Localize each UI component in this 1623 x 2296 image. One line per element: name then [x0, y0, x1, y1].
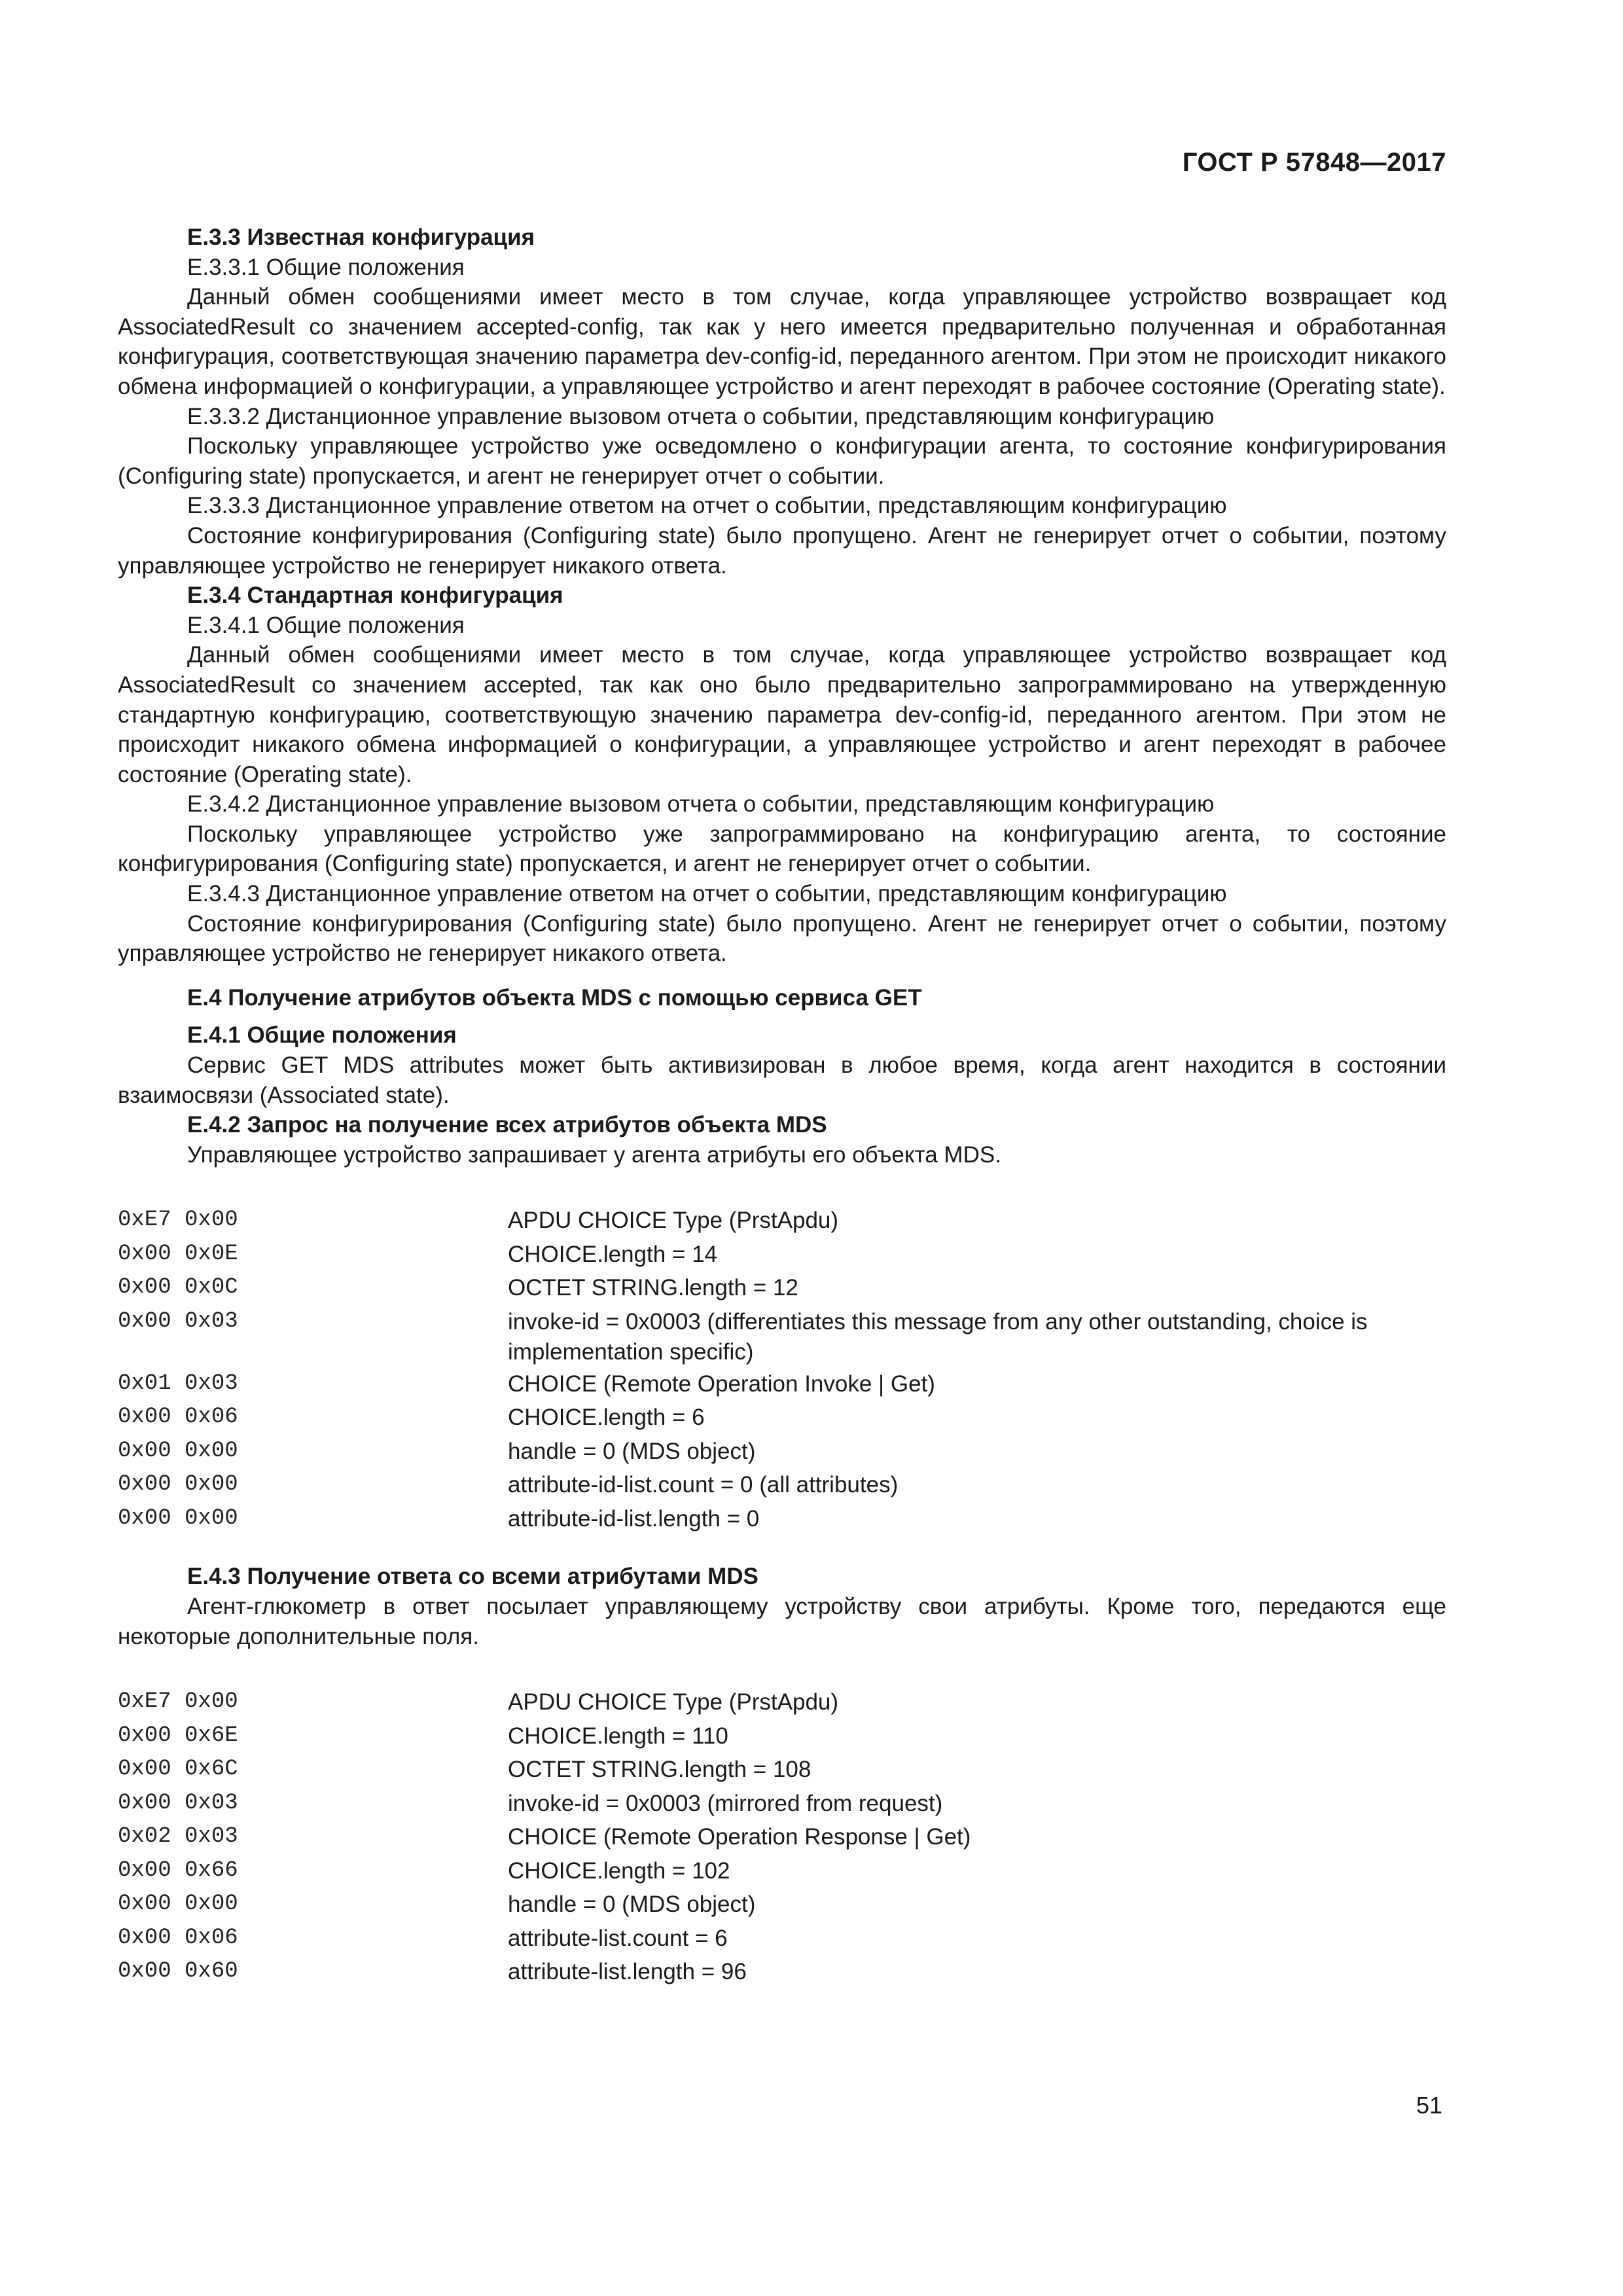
section-heading: Е.4 Получение атрибутов объекта MDS с помощью сервиса GET	[187, 984, 922, 1011]
field-description: OCTET STRING.length = 12	[508, 1275, 798, 1301]
paragraph: Сервис GET MDS attributes может быть активизирован в любое время, когда агент находится в состоянии взаимосвязи (Associated state).	[118, 1052, 1446, 1108]
field-description: CHOICE.length = 102	[508, 1857, 730, 1884]
hex-value: 0x00 0x03	[118, 1308, 238, 1334]
hex-value: 0xE7 0x00	[118, 1689, 238, 1715]
paragraph: Данный обмен сообщениями имеет место в том случае, когда управляющее устройство возвращает код AssociatedResult со значением accepted-config, так как у него имеется предварительно полученная и обработанная конфигурация, соответствующая значению параметра dev-config-id, переданного агентом. При этом не происходит никакого обмена информацией о конфигурации, а управляющее устройство и агент переходят в рабочее состояние (Operating state).	[118, 284, 1446, 399]
field-description: APDU CHOICE Type (PrstApdu)	[508, 1208, 839, 1234]
hex-value: 0x00 0x06	[118, 1925, 238, 1950]
field-description: attribute-id-list.count = 0 (all attributes)	[508, 1472, 899, 1498]
field-description: attribute-list.count = 6	[508, 1925, 728, 1951]
document-header: ГОСТ Р 57848—2017	[1182, 148, 1446, 177]
field-description: CHOICE (Remote Operation Invoke | Get)	[508, 1371, 935, 1397]
field-description: CHOICE.length = 14	[508, 1241, 718, 1267]
hex-value: 0x00 0x6C	[118, 1757, 238, 1782]
hex-value: 0x00 0x6E	[118, 1723, 238, 1748]
code-row	[118, 1719, 1446, 1753]
field-description: APDU CHOICE Type (PrstApdu)	[508, 1689, 839, 1715]
field-description: invoke-id = 0x0003 (mirrored from request)	[508, 1790, 943, 1816]
field-description: CHOICE (Remote Operation Response | Get)	[508, 1824, 971, 1850]
code-row	[118, 1502, 1446, 1536]
section-heading: Е.4.3 Получение ответа со всеми атрибутами MDS	[187, 1564, 758, 1590]
document-body	[118, 223, 1446, 2015]
code-row	[118, 1922, 1446, 1956]
paragraph: Состояние конфигурирования (Configuring state) было пропущено. Агент не генерирует отчет о событии, поэтому управляющее устройство не генерирует никакого ответа.	[118, 522, 1446, 579]
hex-value: 0x01 0x03	[118, 1371, 238, 1396]
field-description: attribute-id-list.length = 0	[508, 1505, 760, 1532]
hex-value: 0x00 0x66	[118, 1857, 238, 1883]
code-row	[118, 1820, 1446, 1854]
page-number: 51	[1416, 2092, 1442, 2119]
section-heading: Е.4.1 Общие положения	[187, 1022, 457, 1049]
subsection-heading: Е.3.3.3 Дистанционное управление ответом на отчет о событии, представляющим конфигурацию	[187, 493, 1227, 519]
field-description: CHOICE.length = 110	[508, 1723, 728, 1749]
subsection-heading: Е.3.4.3 Дистанционное управление ответом на отчет о событии, представляющим конфигурацию	[187, 881, 1227, 907]
code-row	[118, 1787, 1446, 1821]
field-description: OCTET STRING.length = 108	[508, 1757, 812, 1783]
code-row	[118, 1271, 1446, 1305]
code-row	[118, 1367, 1446, 1401]
hex-value: 0x00 0x06	[118, 1405, 238, 1430]
code-row	[118, 1238, 1446, 1272]
hex-value: 0x00 0x03	[118, 1790, 238, 1816]
code-row	[118, 1753, 1446, 1787]
section-heading: Е.3.3 Известная конфигурация	[187, 224, 535, 250]
paragraph: Состояние конфигурирования (Configuring state) было пропущено. Агент не генерирует отчет о событии, поэтому управляющее устройство не генерирует никакого ответа.	[118, 910, 1446, 967]
hex-value: 0x00 0x0E	[118, 1241, 238, 1266]
paragraph: Данный обмен сообщениями имеет место в том случае, когда управляющее устройство возвращает код AssociatedResult со значением accepted, так как оно было предварительно запрограммировано на утвержденную стандартную конфигурацию, соответствующую значению параметра dev-config-id, переданного агентом. При этом не происходит никакого обмена информацией о конфигурации, а управляющее устройство и агент переходят в рабочее состояние (Operating state).	[118, 642, 1446, 787]
code-row	[118, 1888, 1446, 1922]
field-description: CHOICE.length = 6	[508, 1405, 705, 1431]
code-block-response	[118, 1685, 1446, 1989]
subsection-heading: Е.3.4.1 Общие положения	[187, 612, 465, 638]
section-heading: Е.3.4 Стандартная конфигурация	[187, 583, 563, 609]
paragraph: Управляющее устройство запрашивает у агента атрибуты его объекта MDS.	[187, 1141, 1001, 1168]
hex-value: 0x02 0x03	[118, 1824, 238, 1850]
field-description: handle = 0 (MDS object)	[508, 1892, 756, 1918]
code-row	[118, 1435, 1446, 1469]
field-description: attribute-list.length = 96	[508, 1959, 747, 1985]
hex-value: 0xE7 0x00	[118, 1208, 238, 1233]
hex-value: 0x00 0x00	[118, 1472, 238, 1498]
code-row	[118, 1955, 1446, 1989]
hex-value: 0x00 0x00	[118, 1505, 238, 1531]
code-row	[118, 1854, 1446, 1888]
paragraph: Агент-глюкометр в ответ посылает управляющему устройству свои атрибуты. Кроме того, передаются еще некоторые дополнительные поля.	[118, 1594, 1446, 1649]
hex-value: 0x00 0x00	[118, 1438, 238, 1463]
hex-value: 0x00 0x0C	[118, 1275, 238, 1300]
code-row	[118, 1305, 1446, 1367]
code-block-request	[118, 1204, 1446, 1535]
code-row	[118, 1685, 1446, 1719]
code-row	[118, 1204, 1446, 1238]
subsection-heading: Е.3.4.2 Дистанционное управление вызовом отчета о событии, представляющим конфигурацию	[187, 791, 1215, 817]
hex-value: 0x00 0x00	[118, 1892, 238, 1917]
paragraph: Поскольку управляющее устройство уже осведомлено о конфигурации агента, то состояние конфигурирования (Configuring state) пропускается, и агент не генерирует отчет о событии.	[118, 433, 1446, 489]
hex-value: 0x00 0x60	[118, 1959, 238, 1984]
subsection-heading: Е.3.3.2 Дистанционное управление вызовом отчета о событии, представляющим конфигурацию	[187, 403, 1215, 429]
field-description: handle = 0 (MDS object)	[508, 1438, 756, 1464]
field-description: invoke-id = 0x0003 (differentiates this message from any other outstanding, choice is implementation specific)	[508, 1308, 1368, 1365]
code-row	[118, 1401, 1446, 1435]
section-heading: Е.4.2 Запрос на получение всех атрибутов объекта MDS	[187, 1112, 827, 1138]
subsection-heading: Е.3.3.1 Общие положения	[187, 254, 465, 280]
paragraph: Поскольку управляющее устройство уже запрограммировано на конфигурацию агента, то состояние конфигурирования (Configuring state) пропускается, и агент не генерирует отчет о событии.	[118, 821, 1446, 877]
code-row	[118, 1468, 1446, 1502]
